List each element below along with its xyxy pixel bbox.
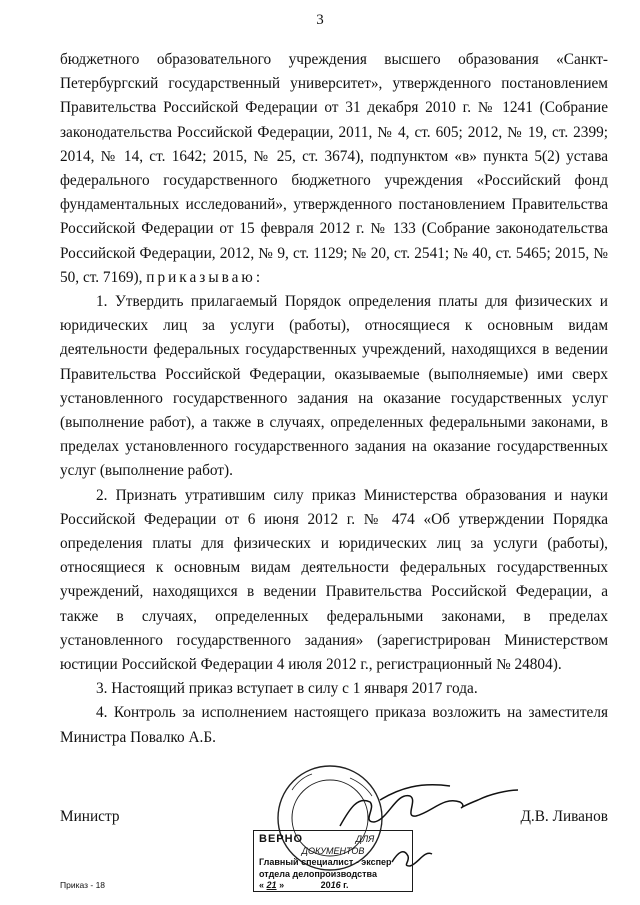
signatory-name: Д.В. Ливанов [520,808,608,825]
paragraph-2: 2. Признать утратившим силу приказ Министерства образования и науки Российской Федерации от 6 июня 2012 г. № 474 «Об утверждении Порядка определения платы для физических и юридических лиц за услуги (работы), относящиеся к основным видам деятельности федеральных государственных учреждений, находящихся в ведении Правительства Российской Федерации, а также в случаях, определенных федеральными законами, в пределах установленного государственного задания» (зарегистрирован Министерством юстиции Российской Федерации 4 июля 2012 г., регистрационный № 24804). [60,486,608,674]
stamp-line-4: отдела делопроизводства [259,868,377,879]
paragraph-3: 3. Настоящий приказ вступает в силу с 1 января 2017 года. [96,680,478,698]
preamble-text: бюджетного образовательного учреждения высшего образования «Санкт-Петербургский государственный университет», утвержденного постановлением Правительства Российской Федерации от 31 декабря 2010 г. № 1241 (Собрание законодательства Российской Федерации, 2011, № 4, ст. 605; 2012, № 19, ст. 2399; 2014, № 14, ст. 1642; 2015, № 25, ст. 3674), подпунктом «в» пункта 5(2) устава федерального государственного бюджетного учреждения «Российский фонд фундаментальных исследований», утвержденного постановлением Правительства Российской Федерации от 15 февраля 2012 г. № 133 (Собрание законодательства Российской Федерации, 2012, № 9, ст. 1129; № 20, ст. 2541; № 40, ст. 5465; 2015, № 50, ст. 7169), [60,51,608,286]
stamp-line-3: Главный специалист - экспер [259,857,392,867]
signatory-title: Министр [60,808,120,825]
paragraph-4: 4. Контроль за исполнением настоящего приказа возложить на заместителя Министра Повалко А.Б. [60,704,608,746]
stamp-line-1: ВЕРНО ДЛЯ [259,833,375,845]
certification-stamp [253,830,413,892]
footer-code: Приказ - 18 [60,880,106,890]
stamp-date: « 21 » 2016 г. [259,880,349,890]
order-word: приказываю: [146,268,264,286]
page-number: 3 [316,12,324,28]
stamp-line-2: ДОКУМЕНТОВ [301,845,365,856]
paragraph-1: 1. Утвердить прилагаемый Порядок определения платы для физических и юридических лиц за услуги (работы), относящиеся к основным видам деятельности федеральных государственных учреждений, находящихся в ведении Правительства Российской Федерации, оказываемые (выполняемые) ими сверх установленного государственного задания на оказание государственных услуг (выполнение работ), а также в случаях, определенных федеральными законами, в пределах установленного государственного задания на оказание государственных услуг (выполнение работ). [60,293,608,480]
